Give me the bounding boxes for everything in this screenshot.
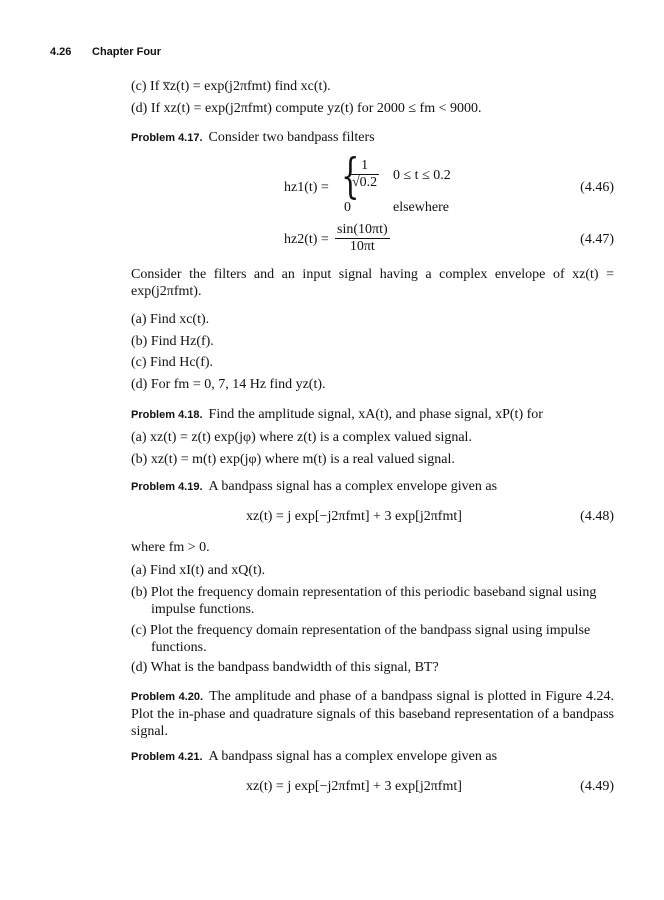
p417-item-c: (c) Find Hc(f). [131, 355, 214, 370]
p418-item-b: (b) xz(t) = m(t) exp(jφ) where m(t) is a real valued signal. [131, 452, 455, 467]
p418-title: Find the amplitude signal, xA(t), and phase signal, xP(t) for [208, 407, 543, 422]
eq446-case2-val: 0 [344, 200, 351, 215]
p418-heading [131, 407, 543, 423]
eq447-number: (4.47) [580, 232, 614, 247]
eq447-lhs: hz2(t) = [284, 232, 329, 247]
p419-item-d: (d) What is the bandpass bandwidth of this signal, BT? [131, 660, 439, 675]
eq449: xz(t) = j exp[−j2πfmt] + 3 exp[j2πfmt] [246, 779, 462, 794]
p421-label: Problem 4.21. [131, 751, 203, 763]
eq446-case2-cond: elsewhere [393, 200, 449, 215]
p419-item-a: (a) Find xI(t) and xQ(t). [131, 563, 266, 578]
p417-body: Consider the filters and an input signal having a complex envelope of xz(t) = exp(j2πfmt). [131, 267, 614, 299]
p418-label: Problem 4.18. [131, 409, 203, 421]
eq447-den: 10πt [335, 238, 390, 255]
eq448: xz(t) = j exp[−j2πfmt] + 3 exp[j2πfmt] [246, 509, 462, 524]
p419-item-b: (b) Plot the frequency domain representation of this periodic baseband signal using impulse functions. [131, 585, 597, 617]
p417-item-b: (b) Find Hz(f). [131, 334, 214, 349]
eq446-lhs: hz1(t) = [284, 180, 329, 195]
p419-item-c: (c) Plot the frequency domain representation of the bandpass signal using impulse functions. [131, 623, 591, 655]
eq449-number: (4.49) [580, 779, 614, 794]
eq447-num: sin(10πt) [337, 222, 388, 237]
eq446-case1-cond: 0 ≤ t ≤ 0.2 [393, 168, 451, 183]
eq447-frac [335, 222, 390, 255]
p419-where: where fm > 0. [131, 540, 210, 555]
eq446-num: 1 [361, 158, 369, 173]
p416-item-d: (d) If xz(t) = exp(j2πfmt) compute yz(t) for 2000 ≤ fm < 9000. [131, 101, 482, 116]
eq446-brace: { [341, 148, 360, 204]
p420-paragraph [131, 688, 614, 740]
p417-label: Problem 4.17. [131, 132, 203, 144]
p419-heading [131, 479, 497, 495]
p416-item-c: (c) If x̅z(t) = exp(j2πfmt) find xc(t). [131, 79, 331, 94]
p417-heading [131, 130, 375, 146]
chapter-title: Chapter Four [92, 46, 162, 58]
p420-label: Problem 4.20. [131, 691, 204, 703]
eq446-case1-frac [350, 158, 379, 191]
p417-item-d: (d) For fm = 0, 7, 14 Hz find yz(t). [131, 377, 326, 392]
eq446-number: (4.46) [580, 180, 614, 195]
page-number: 4.26 [50, 46, 72, 58]
p417-item-a: (a) Find xc(t). [131, 312, 210, 327]
p421-heading [131, 749, 497, 765]
p420-body: The amplitude and phase of a bandpass signal is plotted in Figure 4.24. Plot the in-phase and quadrature signals of this baseband representation of a bandpass signal. [131, 689, 614, 739]
p419-label: Problem 4.19. [131, 481, 203, 493]
p419-title: A bandpass signal has a complex envelope given as [208, 479, 498, 494]
p418-item-a: (a) xz(t) = z(t) exp(jφ) where z(t) is a complex valued signal. [131, 430, 472, 445]
eq446-den: √0.2 [352, 175, 378, 190]
p421-title: A bandpass signal has a complex envelope given as [208, 749, 498, 764]
p417-title: Consider two bandpass filters [208, 130, 375, 145]
eq448-number: (4.48) [580, 509, 614, 524]
